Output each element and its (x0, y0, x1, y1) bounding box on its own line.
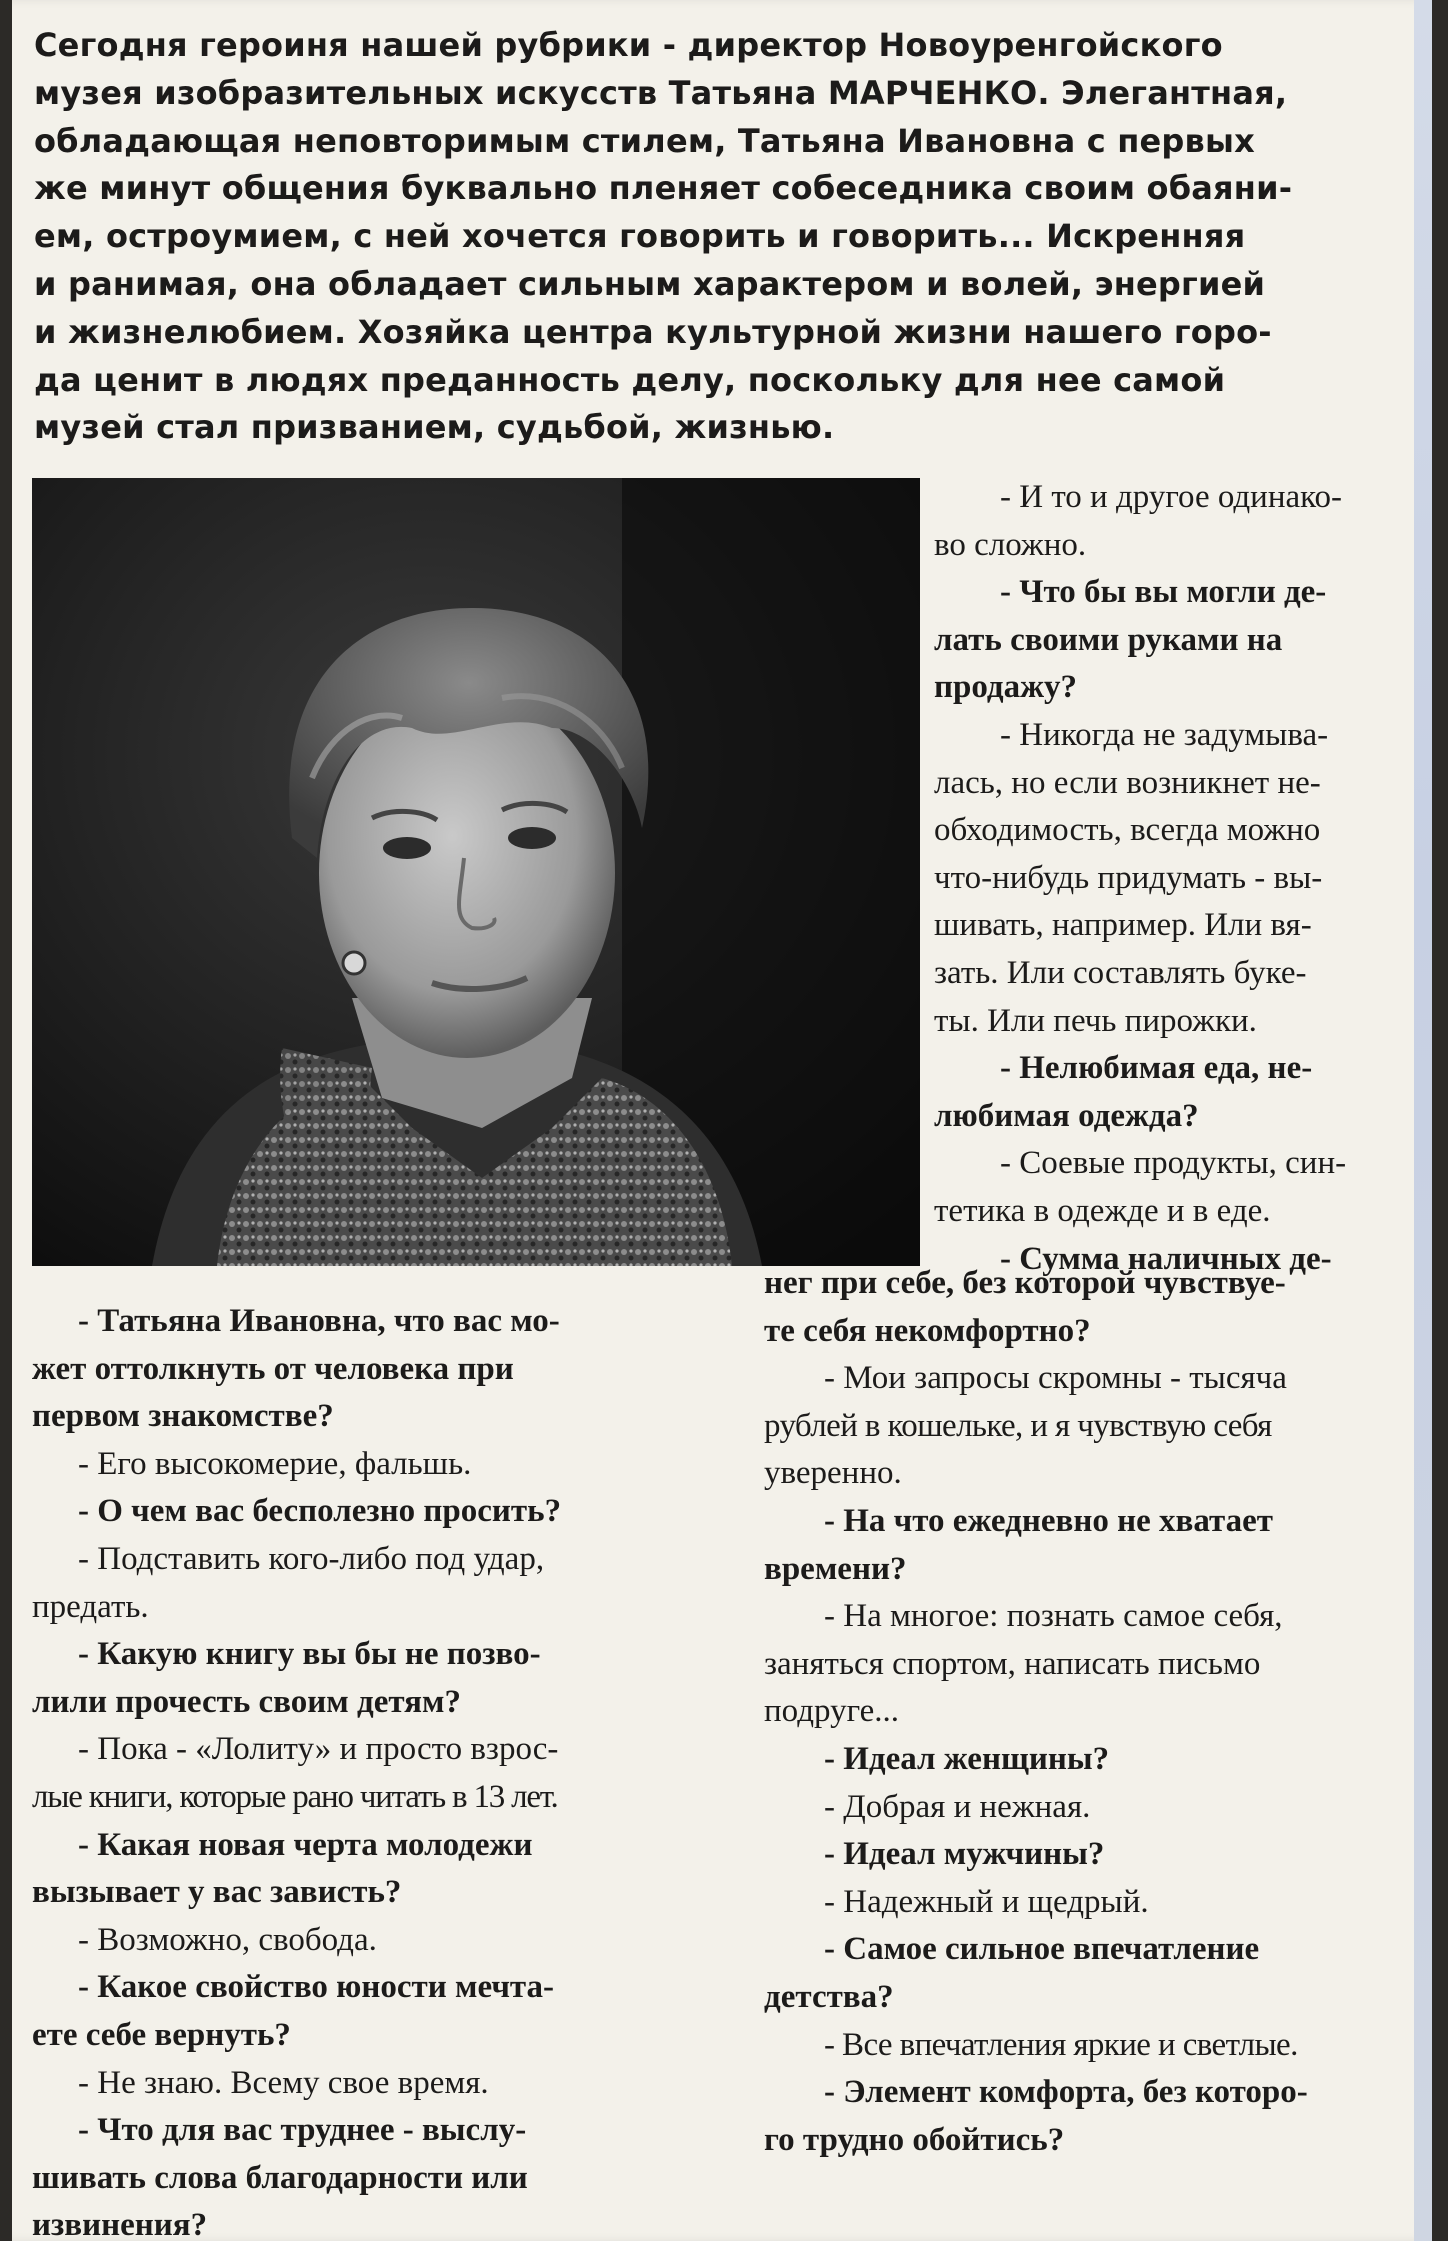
answer-text: предать. (32, 1588, 149, 1625)
answer-text: заняться спортом, написать письмо (764, 1645, 1261, 1682)
lead-line: ем, остроумием, с ней хочется говорить и говорить... Искренняя (34, 217, 1246, 256)
answer-text: - И то и другое одинако- (1000, 479, 1342, 515)
answer-text: - Пока - «Лолиту» и просто взрос- (78, 1731, 559, 1768)
question-text: - Татьяна Ивановна, что вас мо- (78, 1303, 560, 1339)
lead-line: да ценит в людях преданность делу, поскольку для нее самой (34, 360, 1226, 399)
question-text: - О чем вас бесполезно просить? (78, 1493, 562, 1530)
answer-text: - Подставить кого-либо под удар, (78, 1540, 545, 1577)
question-text: времени? (764, 1550, 907, 1587)
question-text: детства? (764, 1978, 894, 2015)
question-text: - Что бы вы могли де- (1000, 574, 1327, 611)
question-text: шивать слова благодарности или (32, 2159, 528, 2196)
answer-text: - Не знаю. Всему свое время. (78, 2064, 489, 2101)
question-text: - Нелюбимая еда, не- (1000, 1050, 1313, 1087)
answer-text: зать. Или составлять буке- (934, 954, 1307, 991)
answer-text: - Никогда не задумыва- (1000, 716, 1329, 753)
question-text: ете себе вернуть? (32, 2016, 291, 2053)
answer-text: что-нибудь придумать - вы- (934, 859, 1323, 896)
question-text: - Какое свойство юности мечта- (78, 1969, 555, 2006)
lead-line: же минут общения буквально пленяет собеседника своим обаяни- (34, 169, 1293, 208)
answer-text: - Добрая и нежная. (824, 1788, 1091, 1825)
question-text: - Какую книгу вы бы не позво- (78, 1636, 541, 1673)
lead-line: и жизнелюбием. Хозяйка центра культурной жизни нашего горо- (34, 312, 1272, 351)
answer-text: - Все впечатления яркие и светлые. (824, 2026, 1298, 2063)
answer-text: лые книги, которые рано читать в 13 лет. (32, 1778, 558, 1815)
question-text: - Самое сильное впечатление (824, 1931, 1260, 1968)
answer-text: - Его высокомерие, фальшь. (78, 1445, 472, 1482)
question-text: первом знакомстве? (32, 1398, 334, 1435)
right-column-bottom (764, 1260, 1432, 2164)
answer-text: - Соевые продукты, син- (1000, 1145, 1347, 1182)
question-text: продажу? (934, 669, 1078, 706)
question-text: - Какая новая черта молодежи (78, 1826, 533, 1863)
left-column (32, 1298, 738, 2241)
lead-line: Сегодня героиня нашей рубрики - директор Новоуренгойского (34, 26, 1223, 64)
question-text: - На что ежедневно не хватает (824, 1502, 1273, 1539)
answer-text: ты. Или печь пирожки. (934, 1002, 1257, 1039)
question-text: лать своими руками на (934, 621, 1283, 658)
question-text: те себя некомфортно? (764, 1312, 1091, 1349)
lead-line: и ранимая, она обладает сильным характером и волей, энергией (34, 264, 1266, 303)
lead-line: обладающая неповторимым стилем, Татьяна Ивановна с первых (34, 121, 1255, 160)
answer-text: рублей в кошельке, и я чувствую себя (764, 1407, 1272, 1444)
question-text: го трудно обойтись? (764, 2121, 1065, 2158)
question-text: жет оттолкнуть от человека при (32, 1350, 514, 1387)
answer-text: - На многое: познать самое себя, (824, 1598, 1283, 1635)
answer-text: обходимость, всегда можно (934, 812, 1321, 849)
answer-text: - Возможно, свобода. (78, 1921, 377, 1958)
answer-text: подруге... (764, 1693, 900, 1730)
question-text: вызывает у вас зависть? (32, 1874, 402, 1911)
answer-text: лась, но если возникнет не- (934, 764, 1321, 801)
question-text: - Элемент комфорта, без которо- (824, 2074, 1308, 2111)
question-text: - Сумма наличных де- (1000, 1240, 1332, 1277)
lead-line: музей стал призванием, судьбой, жизнью. (34, 408, 835, 447)
answer-text: во сложно. (934, 526, 1087, 563)
question-text: - Идеал женщины? (824, 1740, 1110, 1777)
portrait-photo (32, 478, 920, 1266)
answer-text: шивать, например. Или вя- (934, 907, 1312, 944)
newspaper-clipping (12, 0, 1432, 2241)
lead-line: музея изобразительных искусств Татьяна МАРЧЕНКО. Элегантная, (34, 73, 1288, 112)
answer-text: - Мои запросы скромны - тысяча (824, 1360, 1287, 1397)
answer-text: тетика в одежде и в еде. (934, 1192, 1271, 1229)
lead-paragraph (34, 22, 1432, 452)
question-text: - Идеал мужчины? (824, 1836, 1105, 1873)
answer-text: уверенно. (764, 1455, 902, 1492)
question-text: любимая одежда? (934, 1097, 1199, 1134)
question-text: нег при себе, без которой чувствуе- (764, 1265, 1286, 1301)
right-column-top (934, 474, 1432, 1283)
question-text: - Что для вас труднее - выслу- (78, 2112, 527, 2149)
question-text: лили прочесть своим детям? (32, 1683, 461, 1720)
question-text: извинения? (32, 2207, 208, 2241)
answer-text: - Надежный и щедрый. (824, 1883, 1149, 1920)
